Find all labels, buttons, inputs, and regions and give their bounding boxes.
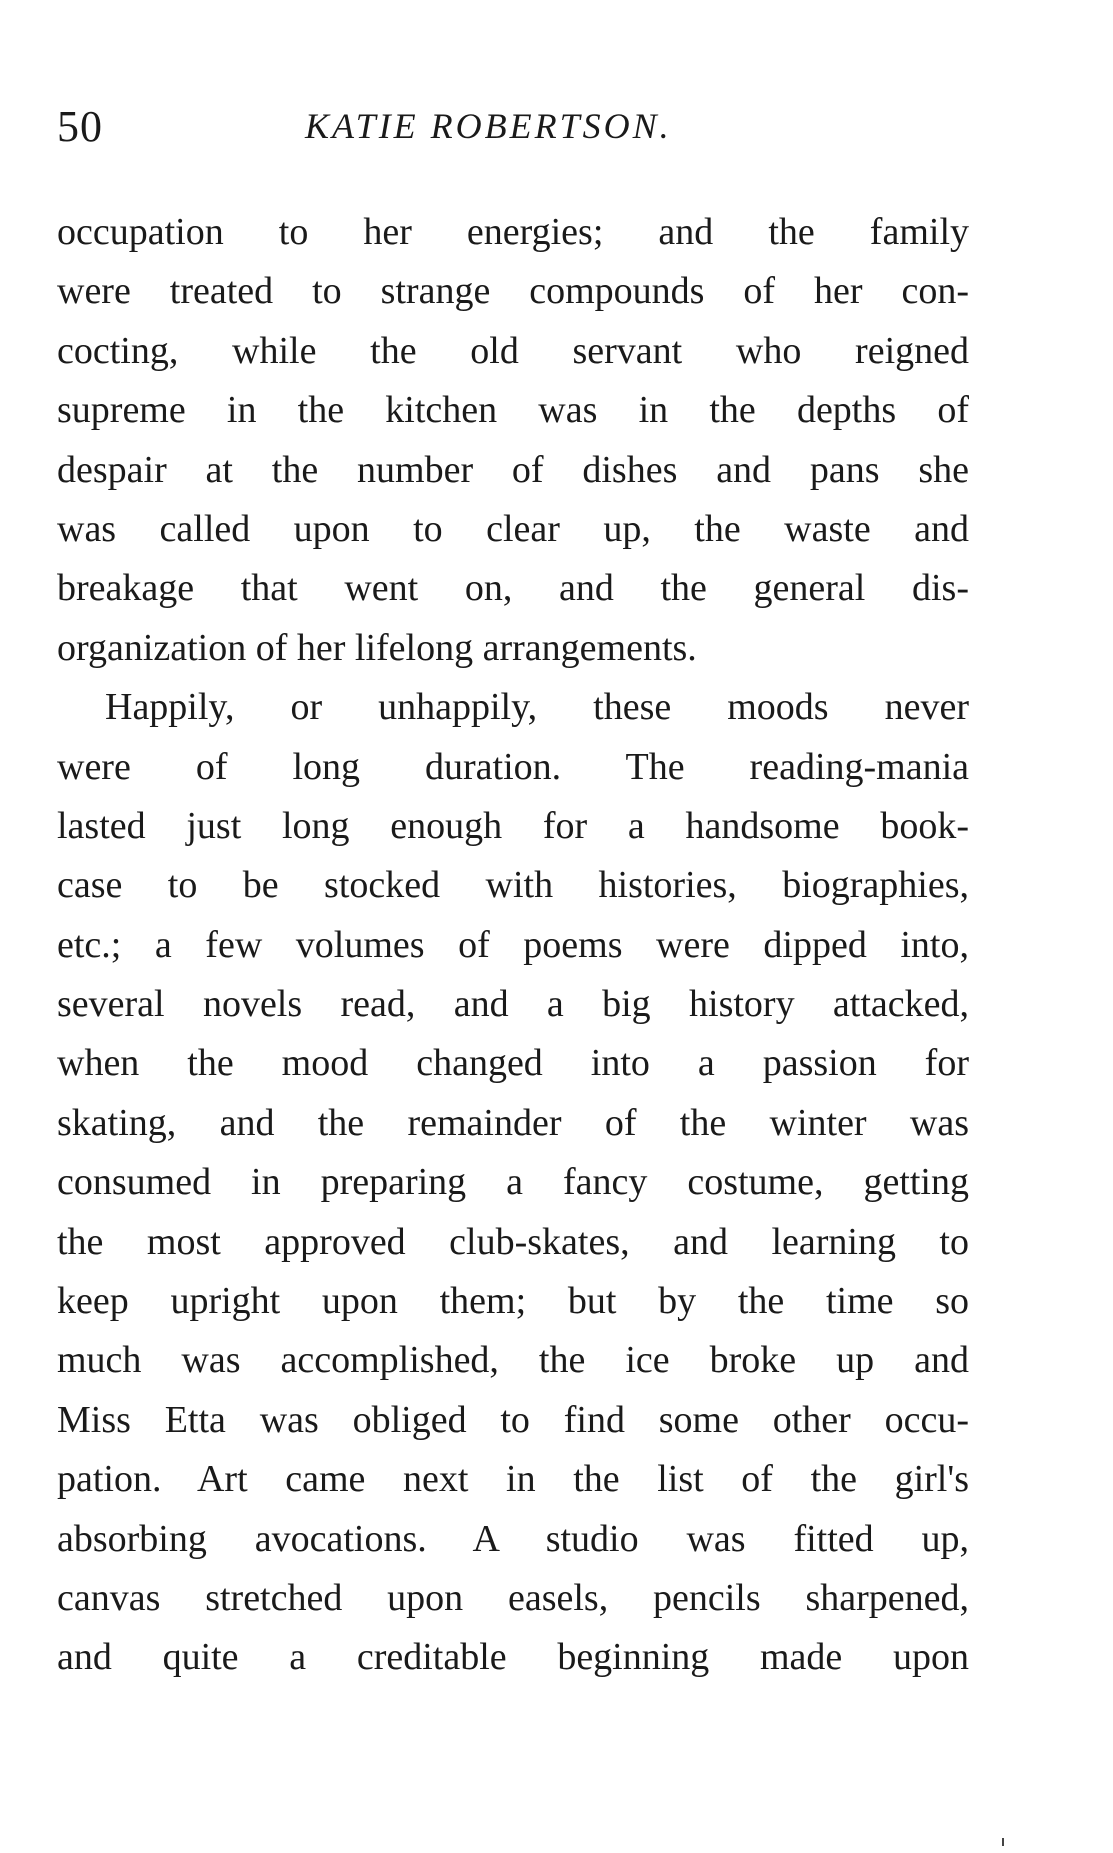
text-line: occupation to her energies; and the family <box>57 211 969 253</box>
text-line: breakage that went on, and the general dis- <box>57 567 969 610</box>
page-header <box>57 100 977 160</box>
scan-mark <box>1002 1838 1004 1846</box>
text-line: when the mood changed into a passion for <box>57 1042 969 1085</box>
text-line: Miss Etta was obliged to find some other occu- <box>57 1398 969 1441</box>
text-line: supreme in the kitchen was in the depths of <box>57 389 969 432</box>
text-line: skating, and the remainder of the winter was <box>57 1101 969 1144</box>
text-line: several novels read, and a big history attacked, <box>57 983 969 1026</box>
text-line: case to be stocked with histories, biographies, <box>57 864 969 907</box>
text-line: and quite a creditable beginning made upon <box>57 1636 969 1679</box>
running-title: KATIE ROBERTSON. <box>305 106 672 146</box>
text-line: despair at the number of dishes and pans she <box>57 448 969 491</box>
text-line: organization of her lifelong arrangements. <box>57 626 697 669</box>
text-line: the most approved club-skates, and learning to <box>57 1220 969 1263</box>
text-line: was called upon to clear up, the waste and <box>57 507 969 550</box>
text-line: cocting, while the old servant who reigned <box>57 329 969 372</box>
text-line: were of long duration. The reading-mania <box>57 745 969 788</box>
text-line: lasted just long enough for a handsome book- <box>57 804 969 847</box>
text-line: consumed in preparing a fancy costume, getting <box>57 1161 969 1204</box>
text-line: pation. Art came next in the list of the girl's <box>57 1458 969 1501</box>
text-line: canvas stretched upon easels, pencils sharpened, <box>57 1576 969 1619</box>
text-line: Happily, or unhappily, these moods never <box>105 686 969 729</box>
text-line: much was accomplished, the ice broke up and <box>57 1339 969 1382</box>
page-number: 50 <box>57 102 103 151</box>
text-line: keep upright upon them; but by the time so <box>57 1280 969 1323</box>
text-line: were treated to strange compounds of her con- <box>57 270 969 313</box>
text-line: absorbing avocations. A studio was fitted up, <box>57 1517 969 1560</box>
text-line: etc.; a few volumes of poems were dipped into, <box>57 923 969 966</box>
body-text <box>57 203 969 1688</box>
